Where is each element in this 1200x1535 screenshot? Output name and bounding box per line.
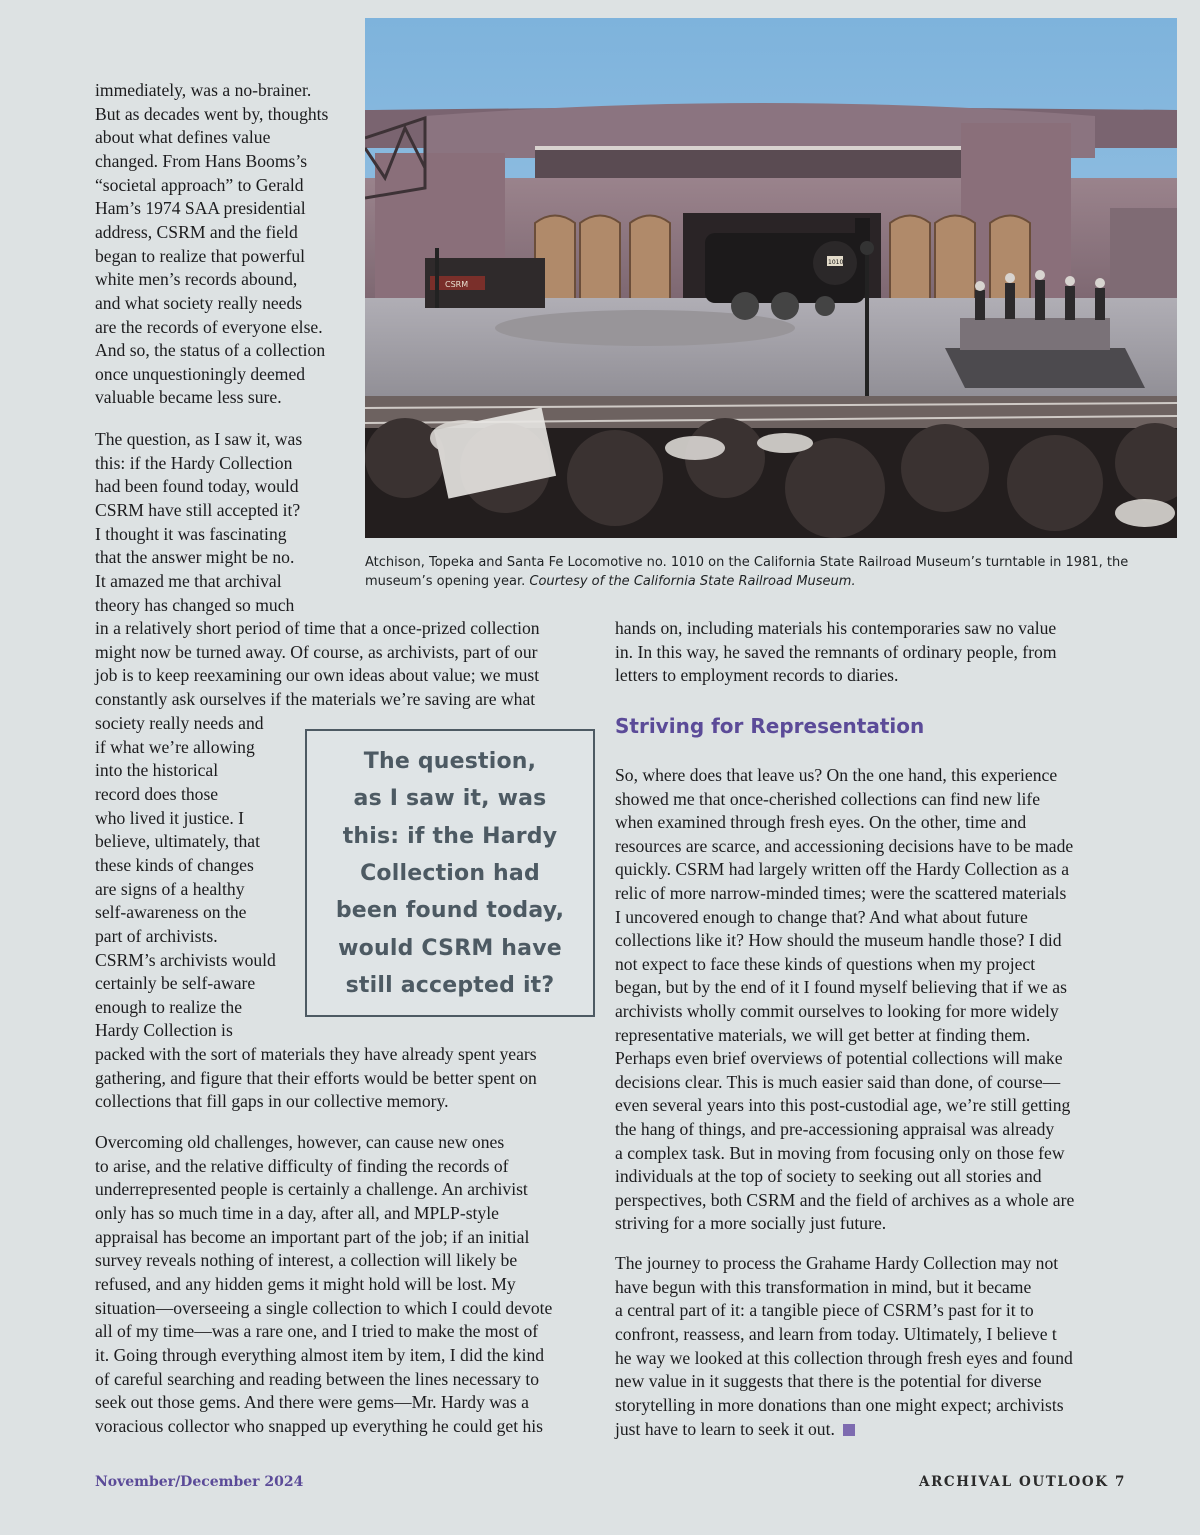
text-line: And so, the status of a collection bbox=[95, 340, 326, 361]
text-line: only has so much time in a day, after all, and MPLP-style bbox=[95, 1202, 499, 1223]
text-line: Ham’s 1974 SAA presidential bbox=[95, 198, 306, 219]
photo-caption-line-2 bbox=[365, 572, 856, 591]
text-line: who lived it justice. I bbox=[95, 807, 245, 828]
text-line: once unquestioningly deemed bbox=[95, 363, 306, 384]
text-line: the hang of things, and pre-accessioning appraisal was already bbox=[615, 1119, 1055, 1139]
text-line: representative materials, we will get better at finding them. bbox=[615, 1024, 1031, 1045]
text-line: it. Going through everything almost item by item, I did the kind bbox=[95, 1344, 545, 1365]
text-line: to arise, and the relative difficulty of finding the records of bbox=[95, 1155, 509, 1176]
text-line: collections that fill gaps in our collective memory. bbox=[95, 1091, 449, 1112]
text-line: Perhaps even brief overviews of potential collections will make bbox=[615, 1048, 1063, 1069]
text-line: “societal approach” to Gerald bbox=[95, 174, 304, 195]
publication-name: ARCHIVAL OUTLOOK bbox=[919, 1474, 1109, 1490]
text-line: even several years into this post-custodial age, we’re still getting bbox=[615, 1095, 1071, 1116]
pull-quote-line: this: if the Hardy bbox=[342, 823, 558, 849]
text-line: letters to employment records to diaries. bbox=[615, 665, 899, 686]
text-line: The journey to process the Grahame Hardy Collection may not bbox=[615, 1253, 1059, 1273]
text-line: But as decades went by, thoughts bbox=[95, 103, 329, 124]
text-line: archivists wholly commit ourselves to looking for more widely bbox=[615, 1001, 1059, 1021]
text-line: showed me that once-cherished collections can find new life bbox=[615, 788, 1041, 809]
text-line: theory has changed so much bbox=[95, 594, 295, 615]
text-line: I thought it was fascinating bbox=[95, 523, 287, 544]
text-line: constantly ask ourselves if the materials we’re saving are what bbox=[95, 688, 536, 709]
text-line: refused, and any hidden gems it might hold will be lost. My bbox=[95, 1273, 516, 1294]
text-line: a central part of it: a tangible piece of CSRM’s past for it to bbox=[615, 1300, 1034, 1321]
text-line: confront, reassess, and learn from today. Ultimately, I believe t bbox=[615, 1323, 1057, 1344]
text-line: white men’s records abound, bbox=[95, 269, 298, 290]
pull-quote-line: Collection had bbox=[360, 860, 540, 886]
caption-text: museum’s opening year. bbox=[365, 574, 530, 589]
text-line: decisions clear. This is much easier said than done, of course— bbox=[615, 1071, 1061, 1092]
text-line: packed with the sort of materials they have already spent years bbox=[95, 1044, 537, 1064]
text-line: survey reveals nothing of interest, a collection will likely be bbox=[95, 1250, 518, 1271]
text-line: these kinds of changes bbox=[95, 854, 254, 875]
text-line: situation—overseeing a single collection to which I could devote bbox=[95, 1297, 553, 1318]
car-label: CSRM bbox=[445, 280, 469, 289]
text-line: record does those bbox=[95, 783, 219, 804]
text-line: in. In this way, he saved the remnants of ordinary people, from bbox=[615, 641, 1057, 662]
locomotive-number: 1010 bbox=[828, 259, 844, 266]
text-line: gathering, and figure that their efforts would be better spent on bbox=[95, 1067, 537, 1088]
text-line: in a relatively short period of time that a once-prized collection bbox=[95, 618, 540, 638]
text-line: quickly. CSRM had largely written off the Hardy Collection as a bbox=[615, 859, 1070, 880]
text-line: collections like it? How should the museum handle those? I did bbox=[615, 930, 1062, 951]
text-line: The question, as I saw it, was bbox=[95, 429, 303, 449]
text-line: are the records of everyone else. bbox=[95, 316, 323, 337]
text-line: society really needs and bbox=[95, 713, 264, 733]
photo-credit: Courtesy of the California State Railroad Museum. bbox=[529, 574, 856, 589]
text-line: resources are scarce, and accessioning decisions have to be made bbox=[615, 835, 1074, 856]
text-line: not expect to face these kinds of questions when my project bbox=[615, 953, 1036, 974]
text-line: relic of more narrow-minded times; were the scattered materials bbox=[615, 883, 1067, 903]
text-line: hands on, including materials his contemporaries saw no value bbox=[615, 618, 1057, 638]
text-line: I uncovered enough to change that? And what about future bbox=[615, 906, 1028, 927]
text-line: valuable became less sure. bbox=[95, 387, 282, 408]
section-heading: Striving for Representation bbox=[615, 714, 925, 738]
text-line: are signs of a healthy bbox=[95, 878, 245, 899]
photo-illustration bbox=[365, 18, 1177, 538]
text-line: part of archivists. bbox=[95, 925, 218, 946]
text-line: enough to realize the bbox=[95, 996, 243, 1017]
text-line: storytelling in more donations than one might expect; archivists bbox=[615, 1394, 1064, 1415]
text-line: perspectives, both CSRM and the field of archives as a whole are bbox=[615, 1189, 1075, 1210]
end-of-article-mark bbox=[843, 1424, 855, 1436]
text-line: certainly be self-aware bbox=[95, 973, 256, 994]
pull-quote-line: The question, bbox=[363, 749, 537, 774]
issue-date: November/December 2024 bbox=[95, 1474, 304, 1490]
page-number: 7 bbox=[1115, 1474, 1126, 1490]
text-line: of careful searching and reading between the lines necessary to bbox=[95, 1368, 540, 1389]
text-line: appraisal has become an important part of the job; if an initial bbox=[95, 1226, 530, 1247]
text-line: into the historical bbox=[95, 760, 219, 781]
text-line: new value in it suggests that there is the potential for diverse bbox=[615, 1371, 1042, 1392]
text-line: self-awareness on the bbox=[95, 902, 247, 923]
text-line: seek out those gems. And there were gems—Mr. Hardy was a bbox=[95, 1392, 529, 1413]
text-line: and what society really needs bbox=[95, 292, 303, 313]
locomotive-turntable-photo bbox=[365, 18, 1177, 538]
text-line: just have to learn to seek it out. bbox=[615, 1418, 855, 1442]
text-line: might now be turned away. Of course, as archivists, part of our bbox=[95, 641, 538, 662]
text-line: So, where does that leave us? On the one hand, this experience bbox=[615, 765, 1058, 785]
text-line: a complex task. But in moving from focusing only on those few bbox=[615, 1142, 1065, 1163]
pull-quote bbox=[305, 729, 595, 1017]
text-line: It amazed me that archival bbox=[95, 570, 282, 591]
pull-quote-line: as I saw it, was bbox=[353, 786, 547, 812]
text-line: Hardy Collection is bbox=[95, 1020, 233, 1041]
text-line: he way we looked at this collection through fresh eyes and found bbox=[615, 1347, 1073, 1368]
text-line: underrepresented people is certainly a challenge. An archivist bbox=[95, 1179, 528, 1200]
text-line: began to realize that powerful bbox=[95, 245, 306, 266]
text-line: when examined through fresh eyes. On the other, time and bbox=[615, 812, 1027, 833]
text-line: CSRM’s archivists would bbox=[95, 949, 276, 970]
text-line: changed. From Hans Booms’s bbox=[95, 150, 308, 171]
text-line: began, but by the end of it I found myself believing that if we as bbox=[615, 977, 1067, 998]
text-line: voracious collector who snapped up everything he could get his bbox=[95, 1415, 544, 1436]
text-line: if what we’re allowing bbox=[95, 736, 255, 757]
text-line: striving for a more socially just future. bbox=[615, 1213, 887, 1234]
text-line: this: if the Hardy Collection bbox=[95, 452, 293, 473]
text-line: all of my time—was a rare one, and I tried to make the most of bbox=[95, 1321, 539, 1342]
photo-caption-line-1: Atchison, Topeka and Santa Fe Locomotive no. 1010 on the California State Railroad Museum’s turntable in 1981, the bbox=[365, 555, 1129, 570]
text-line: CSRM have still accepted it? bbox=[95, 499, 301, 520]
text-line: had been found today, would bbox=[95, 476, 299, 497]
text-line: that the answer might be no. bbox=[95, 547, 295, 568]
pull-quote-line: would CSRM have bbox=[338, 935, 562, 961]
text-line: immediately, was a no-brainer. bbox=[95, 80, 312, 100]
text-line: believe, ultimately, that bbox=[95, 831, 260, 852]
text-line: Overcoming old challenges, however, can cause new ones bbox=[95, 1132, 505, 1152]
pull-quote-line: been found today, bbox=[335, 898, 565, 924]
text-line: address, CSRM and the field bbox=[95, 221, 298, 242]
pull-quote-line: still accepted it? bbox=[345, 972, 555, 998]
text-line: individuals at the top of society to seeking out all stories and bbox=[615, 1166, 1042, 1187]
text-line: about what defines value bbox=[95, 127, 271, 148]
text-line: job is to keep reexamining our own ideas about value; we must bbox=[95, 665, 540, 686]
text-line: have begun with this transformation in mind, but it became bbox=[615, 1276, 1032, 1297]
